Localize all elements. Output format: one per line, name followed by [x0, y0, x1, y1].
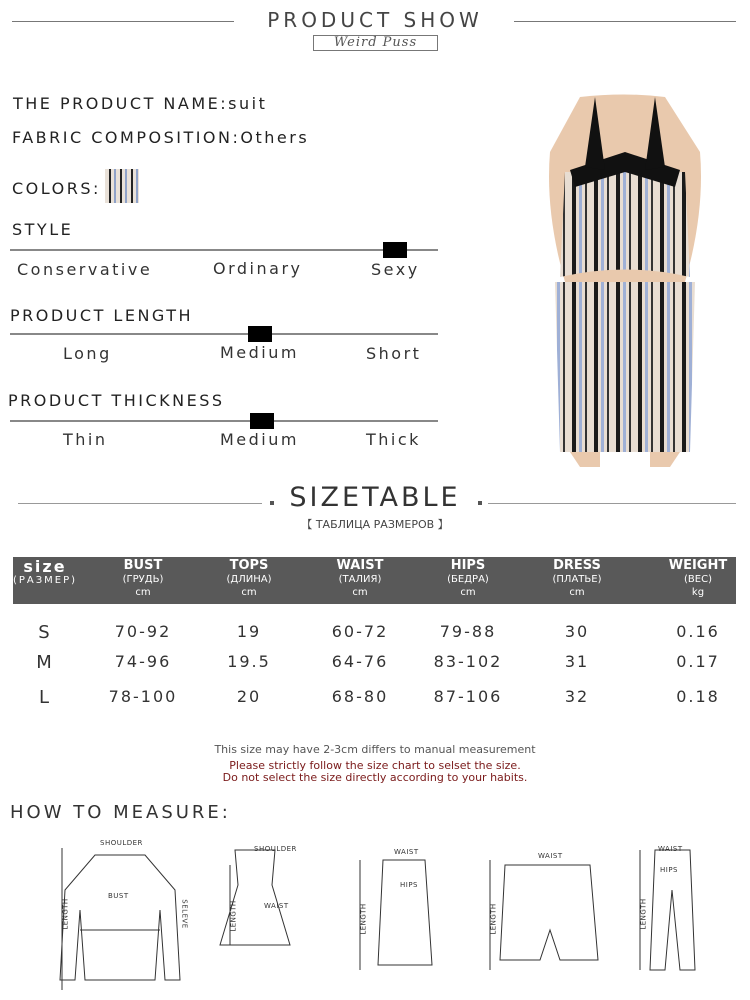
table-cell: 19.5 [227, 652, 271, 671]
label-waist: WAIST [658, 845, 683, 853]
note-follow-chart: Please strictly follow the size chart to selset the size. [229, 759, 521, 772]
size-label: L [38, 687, 52, 708]
table-cell: 60-72 [331, 622, 389, 641]
label-sleeve: SELEVE [180, 899, 189, 929]
scale-label: Short [366, 344, 422, 363]
size-table-header [13, 557, 736, 604]
thickness-title: PRODUCT THICKNESS [8, 391, 225, 410]
size-label: S [38, 622, 52, 643]
product-name: THE PRODUCT NAME:suit [13, 94, 268, 113]
scale-label: Thick [366, 430, 421, 449]
label-length: LENGTH [61, 898, 70, 930]
table-cell: 74-96 [114, 652, 172, 671]
sizetable-subtitle: 【 ТАБЛИЦА РАЗМЕРОВ 】 [301, 518, 449, 531]
label-length: LENGTH [359, 903, 368, 935]
table-cell: 32 [564, 687, 590, 706]
scale-label: Medium [220, 430, 299, 449]
scale-label: Ordinary [213, 259, 303, 278]
page-title: PRODUCT SHOW [267, 8, 483, 32]
length-title: PRODUCT LENGTH [10, 306, 194, 325]
table-cell: 0.17 [676, 652, 720, 671]
thickness-marker [250, 413, 274, 429]
label-shoulder: SHOULDER [254, 845, 297, 853]
col-tops: TOPS (ДЛИНА) cm [226, 558, 272, 598]
table-cell: 0.18 [676, 687, 720, 706]
colors-label: COLORS: [12, 179, 101, 198]
table-cell: 64-76 [331, 652, 389, 671]
style-title: STYLE [12, 220, 74, 239]
fabric-composition: FABRIC COMPOSITION:Others [12, 128, 310, 147]
table-cell: 79-88 [439, 622, 497, 641]
table-cell: 30 [564, 622, 590, 641]
brand-name: Weird Puss [313, 35, 438, 51]
color-swatch-stripes[interactable] [105, 169, 139, 203]
measure-illustrations [0, 830, 750, 1000]
col-dress: DRESS (ПЛАТЬЕ) cm [552, 558, 602, 598]
table-cell: 83-102 [433, 652, 503, 671]
jacket-icon [60, 855, 180, 980]
style-scale [10, 249, 438, 251]
label-length: LENGTH [229, 900, 238, 932]
label-waist: WAIST [394, 848, 419, 856]
label-shoulder: SHOULDER [100, 839, 143, 847]
scale-label: Long [63, 344, 112, 363]
col-hips: HIPS (БЕДРА) cm [447, 558, 489, 598]
label-bust: BUST [108, 892, 129, 900]
col-bust: BUST (ГРУДЬ) cm [122, 558, 164, 598]
table-cell: 70-92 [114, 622, 172, 641]
size-label: M [36, 652, 54, 673]
col-weight: WEIGHT (ВЕС) kg [668, 558, 728, 598]
note-habits: Do not select the size directly according to your habits. [222, 771, 528, 784]
table-cell: 87-106 [433, 687, 503, 706]
skirt-icon [378, 860, 432, 965]
note-measurement: This size may have 2-3cm differs to manual measurement [214, 743, 536, 756]
style-marker [383, 242, 407, 258]
table-cell: 78-100 [108, 687, 178, 706]
table-cell: 68-80 [331, 687, 389, 706]
scale-label: Sexy [371, 260, 420, 279]
label-hips: HIPS [400, 881, 418, 889]
label-waist: WAIST [538, 852, 563, 860]
table-cell: 20 [236, 687, 262, 706]
table-cell: 31 [564, 652, 590, 671]
label-length: LENGTH [639, 898, 648, 930]
length-scale [10, 333, 438, 335]
how-to-measure-title: HOW TO MEASURE: [10, 802, 231, 823]
table-cell: 19 [236, 622, 262, 641]
shorts-icon [500, 865, 598, 960]
label-hips: HIPS [660, 866, 678, 874]
label-length: LENGTH [489, 903, 498, 935]
scale-label: Thin [63, 430, 108, 449]
scale-label: Medium [220, 343, 299, 362]
thickness-scale [10, 420, 438, 422]
product-image [525, 92, 725, 467]
sizetable-title: SIZETABLE [289, 482, 461, 513]
col-waist: WAIST (ТАЛИЯ) cm [336, 558, 384, 598]
length-marker [248, 326, 272, 342]
label-waist: WAIST [264, 902, 289, 910]
table-cell: 0.16 [676, 622, 720, 641]
col-size: size (РАЗМЕР) [12, 557, 78, 586]
scale-label: Conservative [17, 260, 153, 279]
